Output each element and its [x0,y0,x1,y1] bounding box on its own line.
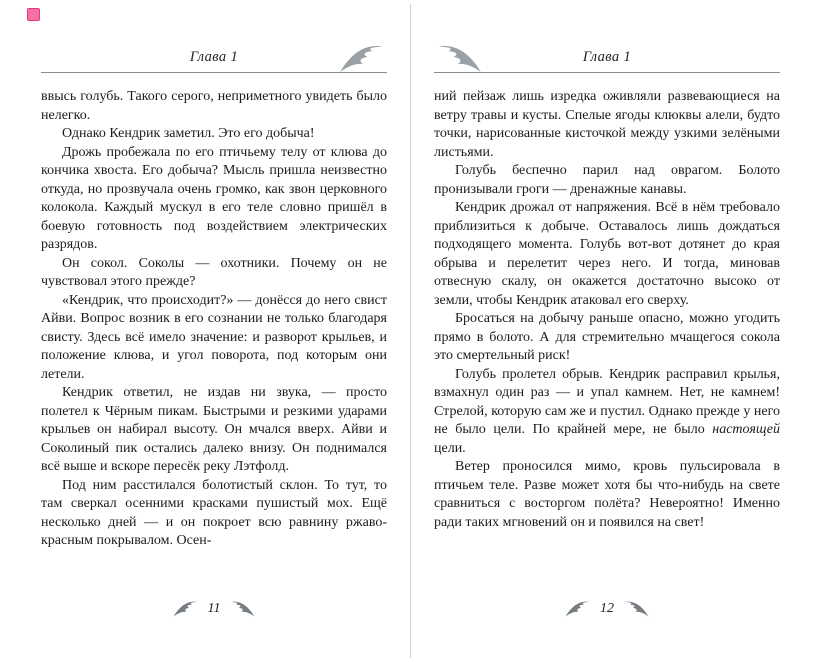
paragraph [434,366,780,459]
page-gutter-divider [410,4,411,658]
paragraph [434,458,780,532]
text-run: Кендрик ответил, не издав ни звука, — просто полетел к Чёрным пикам. Быстрыми и резкими ударами крыльев он набирал высоту. Он мчался вверх. Айви и Соколиный пик остались далеко внизу. Он поднимался всё выше и вскоре пересёк реку Лэтфолд. [41,385,387,474]
text-run: Бросаться на добычу раньше опасно, можно угодить прямо в болото. А для стремительно мчащегося сокола это смертельный риск! [434,311,780,363]
text-run: Кендрик дрожал от напряжения. Всё в нём требовало приблизиться к добыче. Оставалось лишь дождаться подходящего момента. Голубь вот-вот дотянет до края обрыва и перелетит через него. И тогда, миновав отвесную скалу, он окажется достаточно высоко от земли, чтобы Кендрик атаковал его сверху. [434,200,780,308]
paragraph [41,88,387,125]
text-run: ний пейзаж лишь изредка оживляли развевающиеся на ветру травы и кусты. Спелые ягоды клюквы алели, будто точки, нарисованные кисточкой между узкими зелёными листьями. [434,89,780,160]
text-run: «Кендрик, что происходит?» — донёсся до него свист Айви. Вопрос возник в его сознании не только благодаря свисту. Здесь всё имело значение: и разворот крыльев, и положение клюва, и угол поворота, под которым они летели. [41,292,387,382]
text-run: Однако Кендрик заметил. Это его добыча! [62,126,315,141]
page-right-text [434,88,780,532]
paragraph [434,310,780,366]
page-left-text [41,88,387,551]
wing-ornament-icon [338,43,384,75]
text-run: Ветер проносился мимо, кровь пульсировала в птичьем теле. Разве может хотя бы что-нибудь на свете сравниться с восторгом полёта? Невероятно! Именно ради таких мгновений он и появился на свет! [434,459,780,530]
text-run: Голубь пролетел обрыв. Кендрик расправил крылья, взмахнул один раз — и упал камнем. Нет, не камнем! Стрелой, которую сам же и пустил. Однако прежде у него не было цели. По крайней мере, не было [434,366,780,437]
paragraph [434,199,780,310]
page-number: 11 [207,601,221,616]
page-right-header [434,0,780,73]
paragraph [41,477,387,551]
page-number: 12 [600,601,614,616]
paragraph [41,144,387,255]
emphasized-text: настоящей [712,422,780,437]
pink-marker-icon [27,8,40,21]
wing-ornament-icon [229,600,256,618]
wing-ornament-icon [172,600,199,618]
text-run: ввысь голубь. Такого серого, неприметного увидеть было нелегко. [41,89,387,123]
page-right-footer [434,600,780,618]
text-run: Под ним расстилался болотистый склон. То тут, то там сверкал осенними красками пушистый мох. Ещё несколько дней — и он покроет всю равнину ржаво-красным покрывалом. Осен- [41,477,387,548]
paragraph [41,384,387,477]
text-run: Дрожь пробежала по его птичьему телу от клюва до кончика хвоста. Его добыча? Мысль пришла неизвестно откуда, но прозвучала очень громко, как звон церковного колокола. Каждый мускул в его теле словно пришёл в боевую готовность под воздействием электрических разрядов. [41,144,387,252]
page-left-footer [41,600,387,618]
chapter-title: Глава 1 [189,49,239,65]
paragraph [41,255,387,292]
text-run: Голубь беспечно парил над оврагом. Болото пронизывали гроги — дренажные канавы. [434,163,780,197]
paragraph [434,88,780,162]
page-left [41,0,387,662]
paragraph [434,162,780,199]
chapter-title: Глава 1 [582,49,632,65]
text-run: Он сокол. Соколы — охотники. Почему он не чувствовал этого прежде? [41,255,387,289]
paragraph [41,125,387,144]
text-run: цели. [434,440,466,456]
paragraph [41,292,387,385]
wing-ornament-icon [623,600,650,618]
page-right [434,0,780,662]
wing-ornament-icon [564,600,591,618]
page-left-header [41,0,387,73]
